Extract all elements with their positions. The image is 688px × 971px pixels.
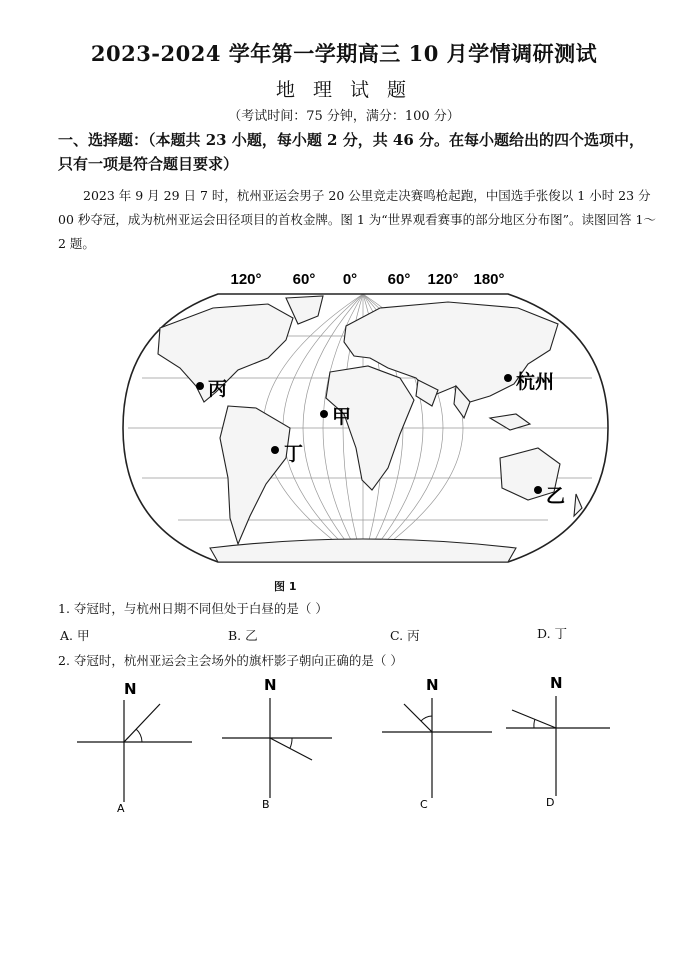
continents xyxy=(158,296,582,562)
lon-label-6: 180° xyxy=(473,271,505,288)
dot-jia xyxy=(320,410,328,418)
label-ding: 丁 xyxy=(284,443,304,465)
exam-title: 2023-2024 学年第一学期高三 10 月学情调研测试 xyxy=(90,41,598,66)
q1-option-a[interactable]: A. 甲 xyxy=(60,628,90,643)
shadow-line-a xyxy=(124,704,160,742)
lon-label-1: 120° xyxy=(230,271,262,288)
q1-option-c[interactable]: C. 丙 xyxy=(390,628,420,643)
north-label-c: N xyxy=(426,676,439,694)
label-hangzhou: 杭州 xyxy=(516,371,555,393)
subject-title: 地 理 试 题 xyxy=(275,79,413,101)
shadow-line-b xyxy=(270,738,312,760)
exam-note: （考试时间：75 分钟，满分：100 分） xyxy=(228,109,460,124)
diagram-label-c: C xyxy=(420,798,428,811)
marker-jia xyxy=(320,406,351,428)
diagram-label-a: A xyxy=(117,802,125,815)
q1-option-b[interactable]: B. 乙 xyxy=(228,628,258,643)
world-map-figure xyxy=(118,268,618,588)
diagram-label-d: D xyxy=(546,796,555,809)
q2-diagram-d[interactable] xyxy=(504,672,644,822)
lon-label-4: 60° xyxy=(387,271,411,288)
figure-label: 图 1 xyxy=(274,580,297,593)
label-bing: 丙 xyxy=(208,378,228,400)
shadow-line-c xyxy=(404,704,432,732)
q2-diagram-c[interactable] xyxy=(380,672,520,822)
dot-hangzhou xyxy=(504,374,512,382)
north-label-b: N xyxy=(264,676,277,694)
label-yi: 乙 xyxy=(546,485,566,507)
question-1-stem: 1. 夺冠时，与杭州日期不同但处于白昼的是（ ） xyxy=(58,601,328,616)
section-heading: 一、选择题：（本题共 23 小题，每小题 2 分，共 46 分。在每小题给出的四个选项中，只有一项是符合题目要求） xyxy=(58,131,645,173)
world-map-svg xyxy=(118,268,618,588)
lon-label-3: 0° xyxy=(342,271,358,288)
q2-diagram-b[interactable] xyxy=(220,672,360,822)
diagram-label-b: B xyxy=(262,798,270,811)
q1-option-d[interactable]: D. 丁 xyxy=(537,626,568,641)
lon-label-5: 120° xyxy=(427,271,459,288)
label-jia: 甲 xyxy=(332,406,352,428)
dot-bing xyxy=(196,382,204,390)
lon-label-2: 60° xyxy=(292,271,316,288)
question-2-stem: 2. 夺冠时，杭州亚运会主会场外的旗杆影子朝向正确的是（ ） xyxy=(58,653,403,668)
passage-text: 2023 年 9 月 29 日 7 时，杭州亚运会男子 20 公里竞走决赛鸣枪起跑，中国选手张俊以 1 小时 23 分 00 秒夺冠，成为杭州亚运会田径项目的首枚金牌。图 1 为“世界观看赛事的部分地区分布图”。读图回答 1～2 题。 xyxy=(58,188,656,251)
dot-yi xyxy=(534,486,542,494)
dot-ding xyxy=(271,446,279,454)
q2-diagram-a[interactable] xyxy=(72,672,212,822)
north-label-a: N xyxy=(124,680,137,698)
north-label-d: N xyxy=(550,674,563,692)
